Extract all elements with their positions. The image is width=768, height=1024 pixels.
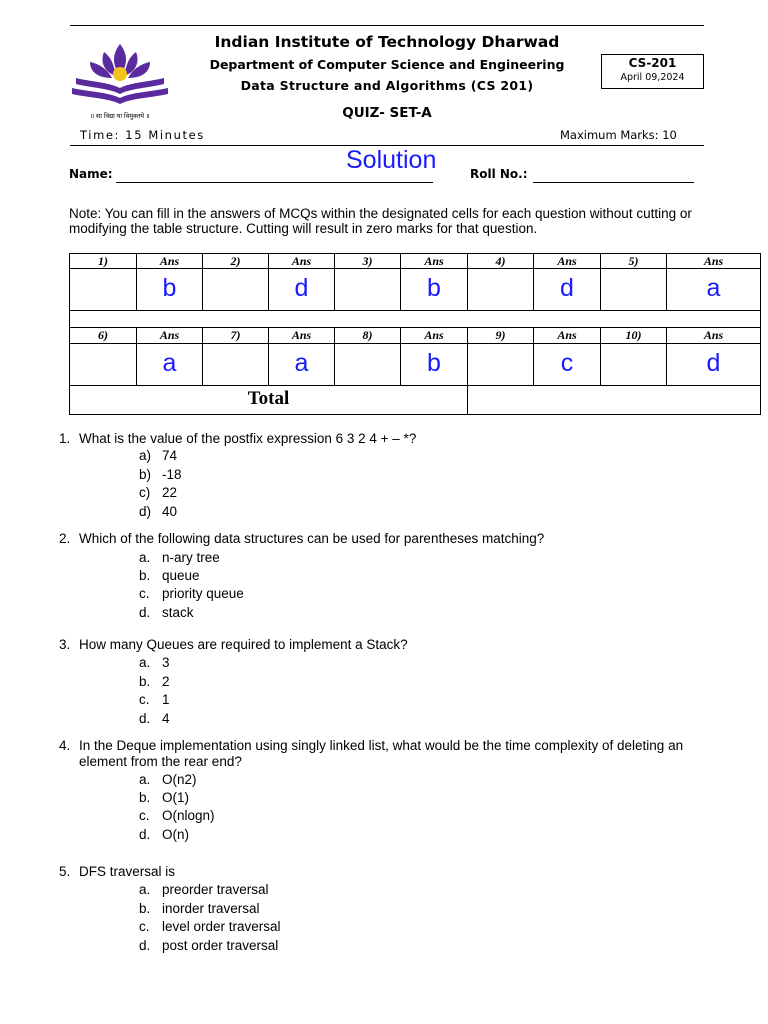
option-label: c. <box>139 586 150 601</box>
total-value-cell[interactable] <box>467 385 761 415</box>
answer-cell[interactable]: b <box>136 268 203 311</box>
time-limit: Time: 15 Minutes <box>80 128 205 142</box>
question-text: How many Queues are required to implement a Stack? <box>79 637 408 652</box>
option-label: b. <box>139 901 151 916</box>
answer-cell[interactable]: c <box>533 343 601 386</box>
answer-blank-cell <box>600 343 667 386</box>
answer-blank-cell <box>467 268 534 311</box>
option-text: 3 <box>162 655 170 670</box>
question-number: 2. <box>59 531 71 546</box>
option-text: O(nlogn) <box>162 808 215 823</box>
option[interactable] <box>139 674 170 690</box>
answer-cell[interactable]: d <box>533 268 601 311</box>
question-text: What is the value of the postfix expression 6 3 2 4 + – *? <box>79 431 417 446</box>
question-3 <box>59 637 719 653</box>
answer-cell[interactable]: a <box>136 343 203 386</box>
ans-header: Ans <box>533 327 601 344</box>
option-label: c. <box>139 919 150 934</box>
option-label: c. <box>139 808 150 823</box>
option-label: c) <box>139 485 151 500</box>
logo-motto: ॥ सा विद्या या विमुक्तये ॥ <box>90 113 150 120</box>
answer-cell[interactable]: b <box>400 268 468 311</box>
q-header: 6) <box>69 327 137 344</box>
option[interactable] <box>139 655 170 671</box>
ans-header: Ans <box>268 327 335 344</box>
option-text: O(n2) <box>162 772 197 787</box>
option-text: inorder traversal <box>162 901 260 916</box>
question-5 <box>59 864 719 880</box>
option-label: d. <box>139 605 151 620</box>
option[interactable] <box>139 901 260 917</box>
question-number: 1. <box>59 431 71 446</box>
question-4 <box>59 738 719 770</box>
option-text: n-ary tree <box>162 550 220 565</box>
option[interactable] <box>139 938 278 954</box>
option[interactable] <box>139 711 170 727</box>
quiz-title: QUIZ- SET-A <box>342 105 432 121</box>
question-text: In the Deque implementation using singly linked list, what would be the time complexity of deleting an element from the rear end? <box>79 738 684 769</box>
answer-cell[interactable]: d <box>666 343 761 386</box>
option-text: 22 <box>162 485 178 500</box>
q-header: 9) <box>467 327 534 344</box>
option-text: post order traversal <box>162 938 279 953</box>
option[interactable] <box>139 919 281 935</box>
department-name: Department of Computer Science and Engineering <box>209 57 565 72</box>
question-text: DFS traversal is <box>79 864 176 879</box>
answer-blank-cell <box>69 268 137 311</box>
option-text: priority queue <box>162 586 244 601</box>
quiz-date: April 09,2024 <box>620 72 685 83</box>
option[interactable] <box>139 808 215 824</box>
ans-header: Ans <box>666 327 761 344</box>
ans-header: Ans <box>136 253 203 269</box>
option-label: a. <box>139 882 151 897</box>
course-code-box <box>601 54 704 89</box>
option-text: queue <box>162 568 200 583</box>
option-text: 40 <box>162 504 178 519</box>
option-label: b) <box>139 467 152 482</box>
maximum-marks: Maximum Marks: 10 <box>560 128 677 142</box>
option[interactable] <box>139 882 269 898</box>
option[interactable] <box>139 448 177 464</box>
option-text: stack <box>162 605 194 620</box>
option-label: d. <box>139 827 151 842</box>
option[interactable] <box>139 550 220 566</box>
option[interactable] <box>139 586 244 602</box>
course-code: CS-201 <box>628 56 677 70</box>
option-text: preorder traversal <box>162 882 269 897</box>
option-text: 74 <box>162 448 178 463</box>
question-number: 3. <box>59 637 71 652</box>
answer-blank-cell <box>334 343 401 386</box>
q-header: 1) <box>69 253 137 269</box>
option-label: b. <box>139 674 151 689</box>
option-label: d. <box>139 711 151 726</box>
answer-cell[interactable]: d <box>268 268 335 311</box>
q-header: 2) <box>202 253 269 269</box>
table-spacer-row <box>69 310 761 328</box>
option[interactable] <box>139 504 177 520</box>
option[interactable] <box>139 605 194 621</box>
option-text: 2 <box>162 674 170 689</box>
option-text: O(n) <box>162 827 189 842</box>
roll-field-line[interactable] <box>533 182 694 183</box>
ans-header: Ans <box>533 253 601 269</box>
answer-blank-cell <box>69 343 137 386</box>
total-label: Total <box>69 385 468 415</box>
answer-blank-cell <box>202 268 269 311</box>
answer-blank-cell <box>334 268 401 311</box>
option-text: 1 <box>162 692 170 707</box>
answer-blank-cell <box>600 268 667 311</box>
option[interactable] <box>139 485 177 501</box>
option-text: 4 <box>162 711 170 726</box>
q-header: 3) <box>334 253 401 269</box>
option-label: b. <box>139 790 151 805</box>
answer-cell[interactable]: a <box>268 343 335 386</box>
q-header: 5) <box>600 253 667 269</box>
option-text: O(1) <box>162 790 189 805</box>
institute-name: Indian Institute of Technology Dharwad <box>214 33 560 51</box>
top-rule <box>70 25 704 26</box>
option[interactable] <box>139 827 189 843</box>
ans-header: Ans <box>400 327 468 344</box>
answer-cell[interactable]: a <box>666 268 761 311</box>
ans-header: Ans <box>268 253 335 269</box>
option-text: level order traversal <box>162 919 281 934</box>
ans-header: Ans <box>400 253 468 269</box>
roll-label: Roll No.: <box>470 167 528 181</box>
answer-cell[interactable]: b <box>400 343 468 386</box>
option[interactable] <box>139 692 170 708</box>
q-header: 8) <box>334 327 401 344</box>
ans-header: Ans <box>136 327 203 344</box>
question-1 <box>59 431 719 447</box>
option-label: a) <box>139 448 152 463</box>
question-number: 5. <box>59 864 71 879</box>
option-label: a. <box>139 655 151 670</box>
option[interactable] <box>139 772 197 788</box>
option[interactable] <box>139 467 182 483</box>
question-2 <box>59 531 719 547</box>
option-label: a. <box>139 772 151 787</box>
question-number: 4. <box>59 738 71 753</box>
option-label: a. <box>139 550 151 565</box>
option-text: -18 <box>162 467 182 482</box>
option[interactable] <box>139 790 189 806</box>
question-text: Which of the following data structures can be used for parentheses matching? <box>79 531 545 546</box>
name-label: Name: <box>69 167 113 181</box>
q-header: 4) <box>467 253 534 269</box>
q-header: 7) <box>202 327 269 344</box>
answer-blank-cell <box>467 343 534 386</box>
option-label: d. <box>139 938 151 953</box>
option-label: b. <box>139 568 151 583</box>
instructions-note: Note: You can fill in the answers of MCQs within the designated cells for each question without cutting or modifying the table structure. Cutting will result in zero marks for that question. <box>69 206 692 236</box>
option-label: d) <box>139 504 152 519</box>
name-field-line[interactable] <box>116 182 433 183</box>
option[interactable] <box>139 568 200 584</box>
course-name: Data Structure and Algorithms (CS 201) <box>240 78 534 93</box>
answer-blank-cell <box>202 343 269 386</box>
solution-label: Solution <box>346 146 437 174</box>
option-label: c. <box>139 692 150 707</box>
q-header: 10) <box>600 327 667 344</box>
ans-header: Ans <box>666 253 761 269</box>
